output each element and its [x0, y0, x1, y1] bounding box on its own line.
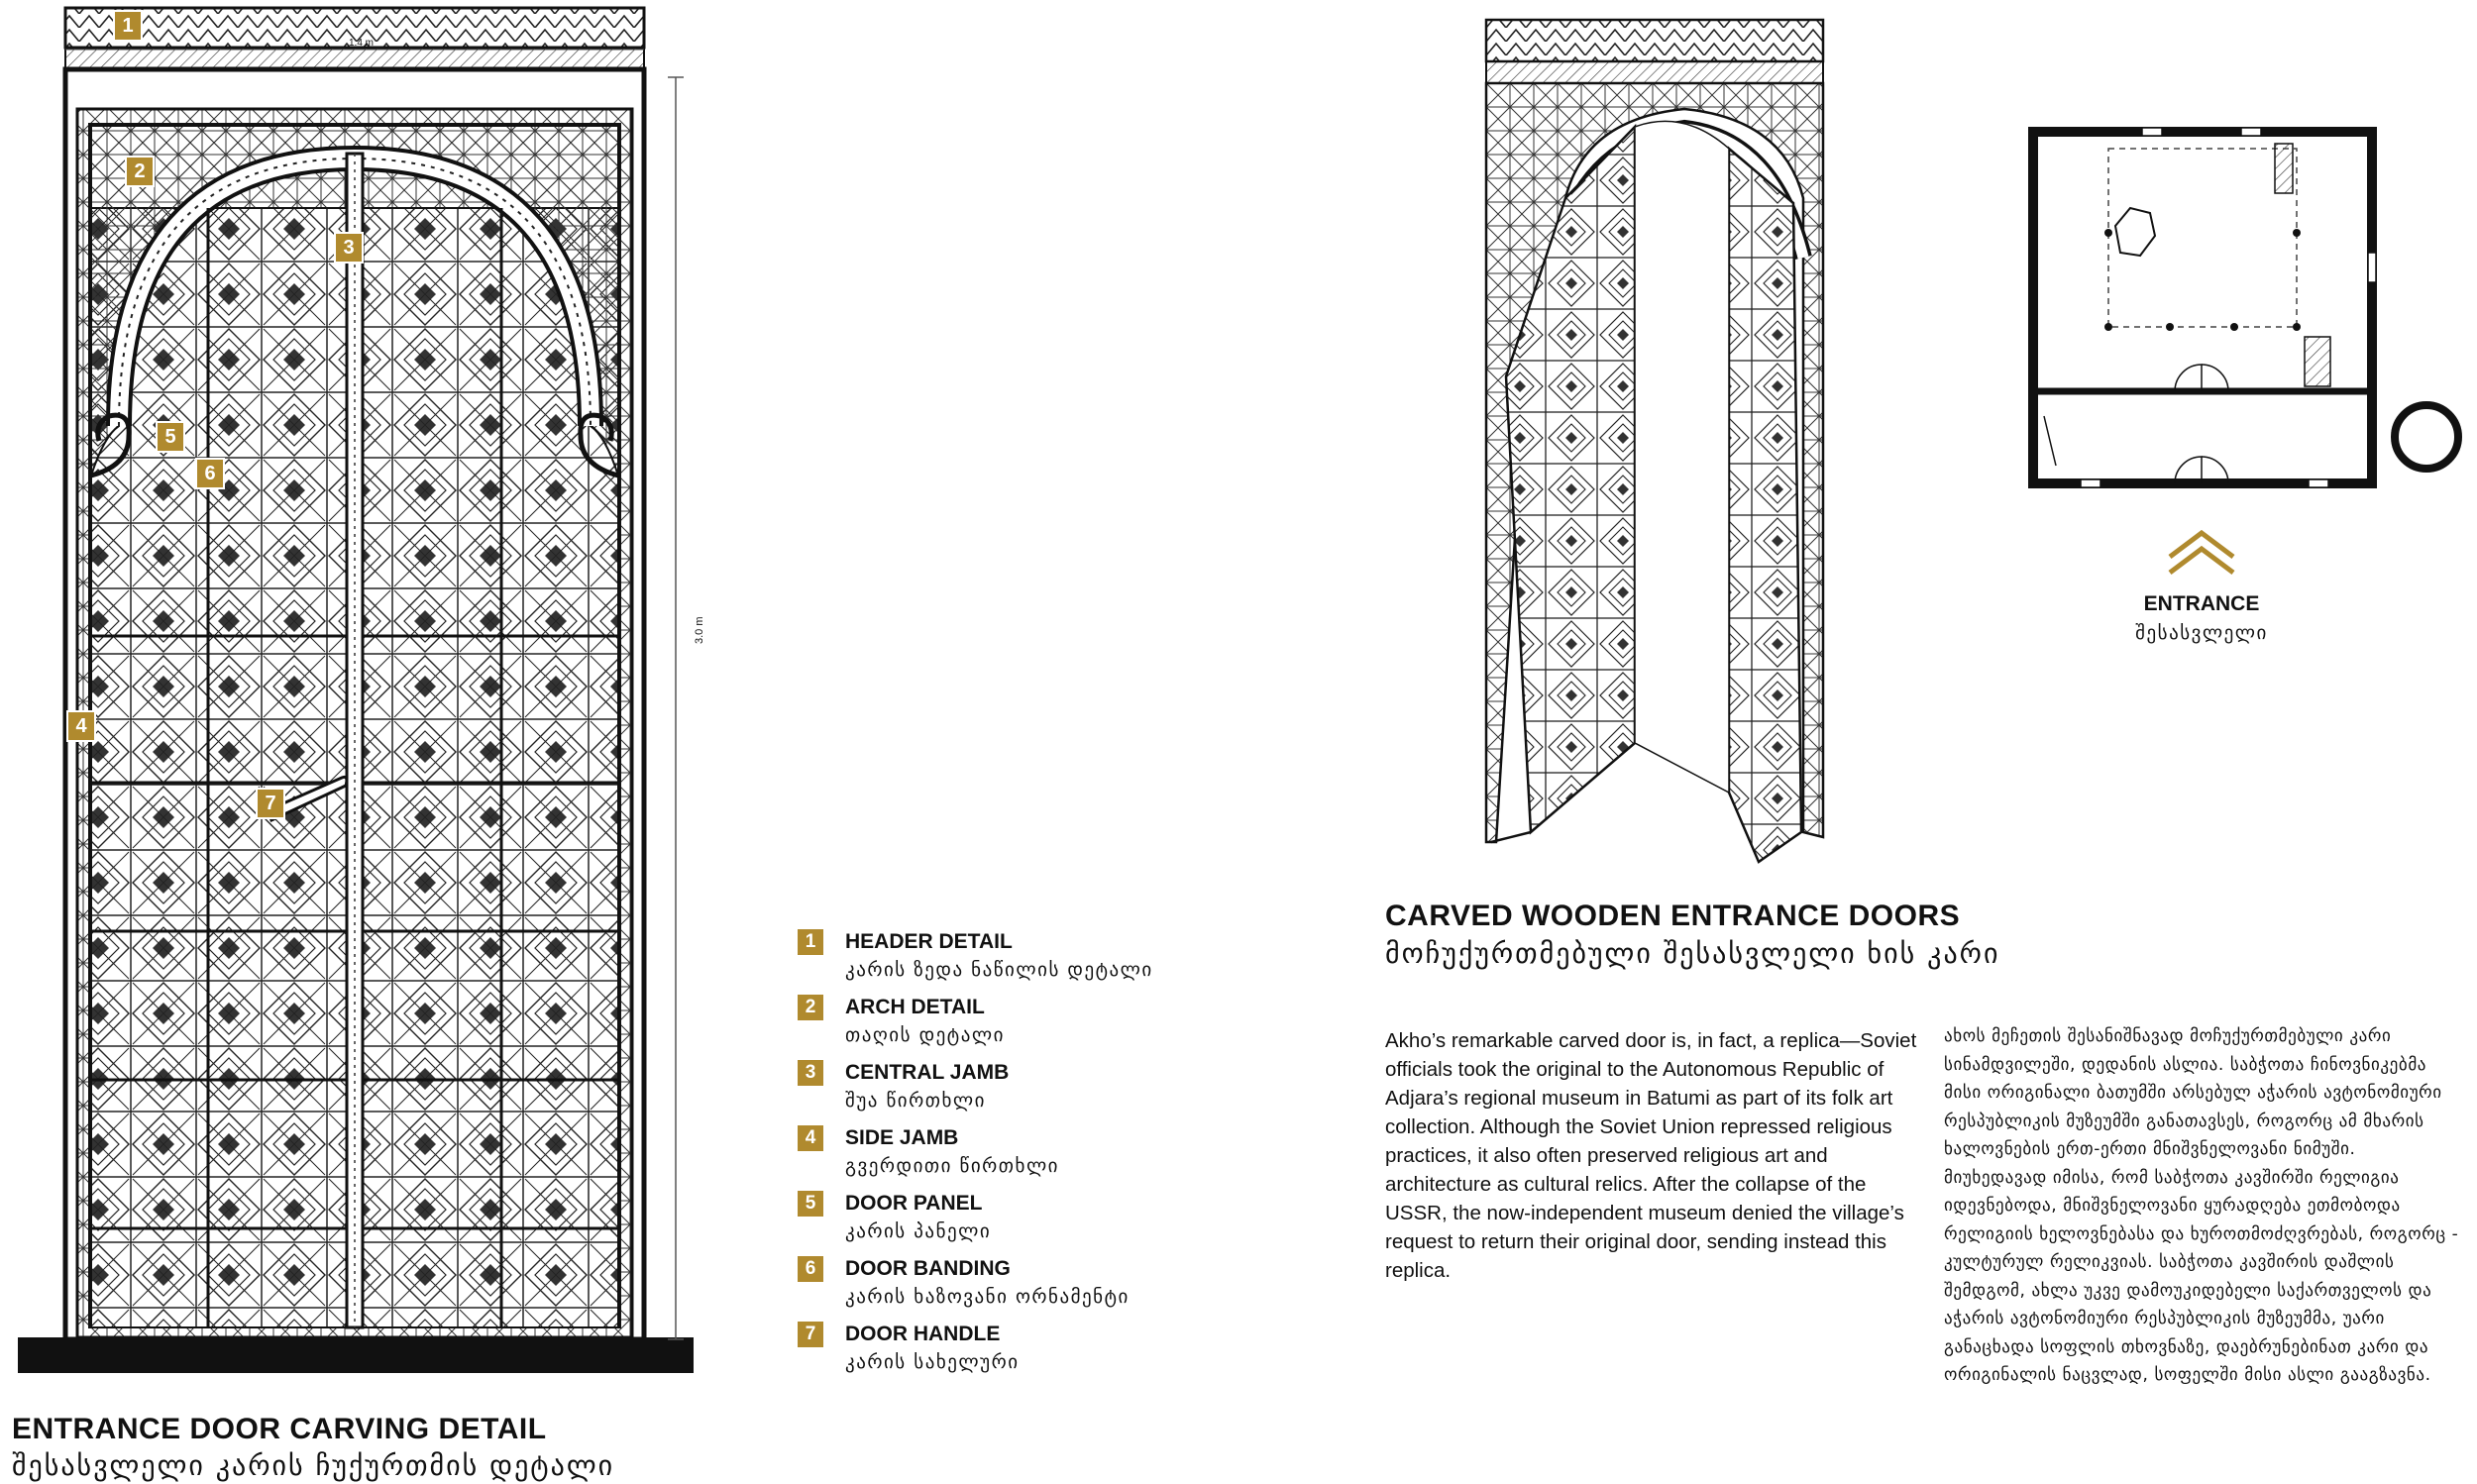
- legend-number: 5: [798, 1191, 823, 1217]
- door-detail-title-ka: შესასვლელი კარის ჩუქურთმის დეტალი: [12, 1449, 615, 1482]
- legend-label-en: HEADER DETAIL: [845, 930, 1013, 953]
- height-dimension-label: 3.0 m: [694, 616, 705, 644]
- legend-label-ka: გვერდითი წირთხლი: [845, 1155, 1060, 1177]
- mosque-floor-plan: [2033, 128, 2458, 573]
- door-detail-title-en: ENTRANCE DOOR CARVING DETAIL: [12, 1413, 547, 1445]
- legend-item: [798, 1322, 1263, 1387]
- description-ka: ახოს მეჩეთის შესანიშნავად მოჩუქურთმებული კარი სინამდვილეში, დედანის ასლია. საბჭოთა ჩინოვნიკებმა მისი ორიგინალი ბათუმში არსებულ აჭარის ავტონომიური რესპუბლიკის მუზეუმში განათავსეს, როგორც ამ მხარის ხალოვნების ერთ-ერთი მნიშვნელოვანი ნიმუში. მიუხედავად იმისა, რომ საბჭოთა კავშირში რელიგია იდევნებოდა, მნიშვნელოვანი ყურადღება ეთმობოდა რელიგიის ხელოვნებასა და ხუროთმოძღვრებას, როგორც - კულტურულ რელიკვიას. საბჭოთა კავშირის დაშლის შემდგომ, ახლა უკვე დამოუკიდებელი საქართველოს და აჭარის ავტონომიური რესპუბლიკის მუზეუმმა, უარი განაცხადა სოფლის თხოვნაზე, დაებრუნებინათ კარი და ორიგინალის ნაცვლად, სოფელში მისი ასლი გააგზავნა.: [1944, 1026, 2459, 1385]
- legend-number: 6: [798, 1256, 823, 1282]
- legend-number: 7: [798, 1322, 823, 1347]
- legend: [798, 929, 1263, 1387]
- legend-item: [798, 995, 1263, 1060]
- legend-label-en: DOOR HANDLE: [845, 1323, 1001, 1345]
- legend-item: [798, 1256, 1263, 1322]
- legend-item: [798, 1191, 1263, 1256]
- marker-7: 7: [256, 788, 285, 819]
- legend-label-ka: კარის სახელური: [845, 1351, 1020, 1373]
- legend-label-ka: შუა წირთხლი: [845, 1090, 986, 1112]
- legend-number: 4: [798, 1125, 823, 1151]
- marker-3: 3: [334, 232, 364, 264]
- legend-label-ka: თაღის დეტალი: [845, 1024, 1005, 1046]
- marker-5: 5: [156, 421, 185, 453]
- legend-number: 3: [798, 1060, 823, 1086]
- door-carving-elevation: [18, 8, 694, 1373]
- width-dimension-label: 1.4 m: [349, 38, 375, 49]
- legend-item: [798, 1125, 1263, 1191]
- description-en: Akho’s remarkable carved door is, in fact, a replica—Soviet officials took the original to the Autonomous Republic of Adjara’s regional museum in Batumi as part of its folk art collection. Although the Soviet Union repressed religious practices, it also often preserved religious art and architecture as cultural relics. After the collapse of the USSR, the now-independent museum denied the village’s request to return their original door, sending instead this replica.: [1385, 1029, 1917, 1282]
- marker-4: 4: [66, 710, 96, 742]
- legend-number: 2: [798, 995, 823, 1020]
- carved-doors-title-en: CARVED WOODEN ENTRANCE DOORS: [1385, 900, 1961, 932]
- marker-1: 1: [113, 10, 143, 42]
- legend-label-en: DOOR BANDING: [845, 1257, 1011, 1280]
- legend-item: [798, 1060, 1263, 1125]
- legend-label-ka: კარის პანელი: [845, 1220, 992, 1242]
- door-isometric-drawing: [1486, 20, 1823, 862]
- legend-number: 1: [798, 929, 823, 955]
- plan-entrance-label-ka: შესასვლელი: [2135, 622, 2268, 644]
- legend-item: [798, 929, 1263, 995]
- marker-2: 2: [125, 156, 155, 187]
- legend-label-ka: კარის ზედა ნაწილის დეტალი: [845, 959, 1153, 981]
- carved-doors-title-ka: მოჩუქურთმებული შესასვლელი ხის კარი: [1385, 937, 2000, 970]
- legend-label-en: CENTRAL JAMB: [845, 1061, 1010, 1084]
- legend-label-en: DOOR PANEL: [845, 1192, 983, 1215]
- legend-label-en: SIDE JAMB: [845, 1126, 959, 1149]
- plan-entrance-label-en: ENTRANCE: [2143, 592, 2260, 615]
- legend-label-en: ARCH DETAIL: [845, 996, 985, 1018]
- legend-label-ka: კარის ხაზოვანი ორნამენტი: [845, 1286, 1130, 1308]
- marker-6: 6: [195, 458, 225, 489]
